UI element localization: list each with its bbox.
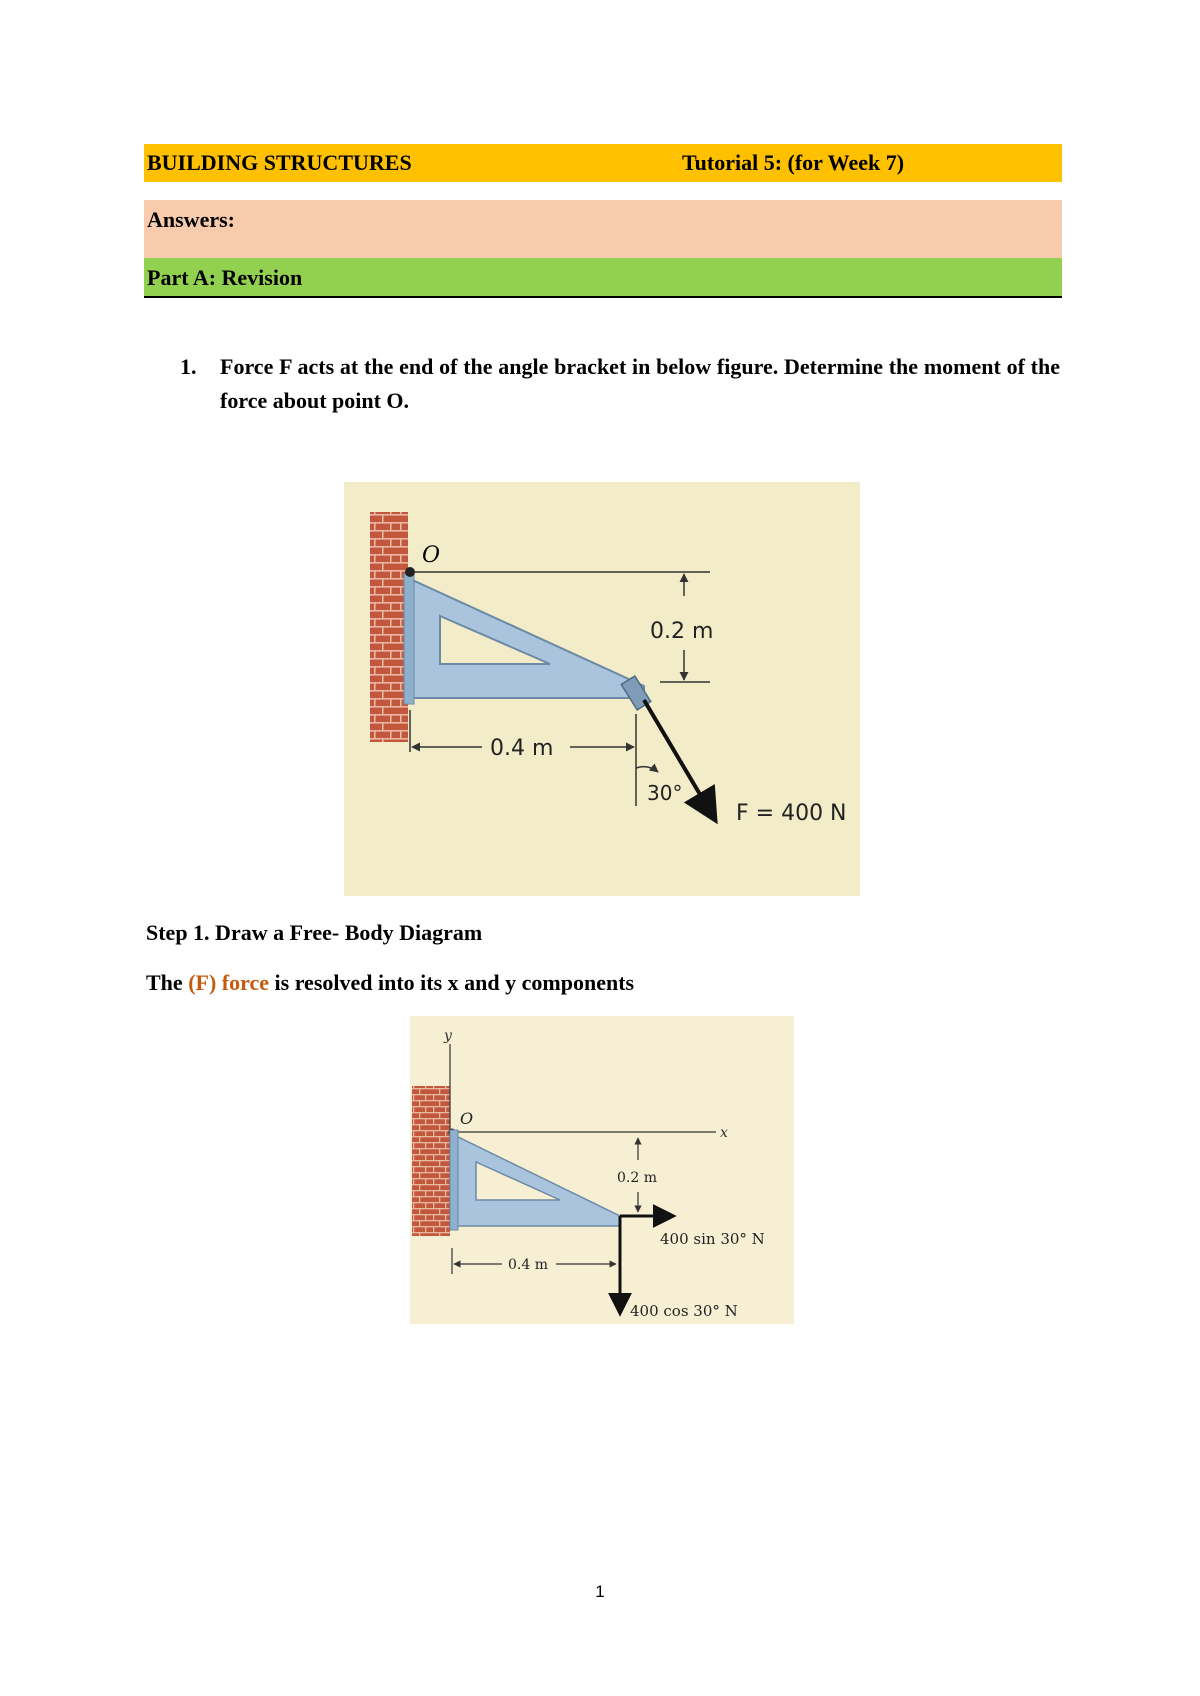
point-o-label: O bbox=[422, 543, 441, 568]
part-band bbox=[144, 258, 1062, 298]
question-number: 1. bbox=[180, 354, 197, 379]
answers-band bbox=[144, 200, 1062, 258]
x-axis-label: x bbox=[720, 1125, 728, 1141]
horizontal-dim-label: 0.4 m bbox=[508, 1257, 548, 1273]
page-number: 1 bbox=[595, 1582, 605, 1601]
horizontal-dim-label: 0.4 m bbox=[490, 736, 554, 761]
tutorial-title: Tutorial 5: (for Week 7) bbox=[682, 150, 905, 175]
brick-wall bbox=[370, 512, 408, 742]
vertical-dim-label: 0.2 m bbox=[650, 619, 714, 644]
title-band bbox=[144, 144, 1062, 182]
bracket-figure bbox=[344, 482, 860, 896]
step-2-highlight: (F) force bbox=[188, 970, 270, 995]
step-2-prefix: The bbox=[146, 970, 189, 995]
y-axis-label: y bbox=[444, 1028, 452, 1044]
course-title: BUILDING STRUCTURES bbox=[147, 150, 412, 175]
y-component-label: 400 cos 30° N bbox=[630, 1302, 738, 1320]
force-label: F = 400 N bbox=[736, 801, 847, 826]
free-body-diagram bbox=[410, 1016, 794, 1324]
question-text: Force F acts at the end of the angle bracket in below figure. Determine the moment of the force about point O. bbox=[220, 354, 1060, 413]
step-2-text bbox=[146, 970, 634, 996]
vertical-dim-label: 0.2 m bbox=[617, 1170, 657, 1186]
step-1-heading: Step 1. Draw a Free- Body Diagram bbox=[146, 920, 483, 945]
x-component-label: 400 sin 30° N bbox=[660, 1230, 765, 1248]
angle-label: 30° bbox=[647, 781, 683, 805]
answers-label: Answers: bbox=[147, 207, 235, 232]
point-o-label: O bbox=[460, 1109, 474, 1128]
point-o-marker bbox=[405, 567, 415, 577]
step-2-suffix: is resolved into its x and y components bbox=[269, 970, 635, 995]
part-label: Part A: Revision bbox=[147, 265, 303, 290]
question-1 bbox=[180, 350, 1060, 418]
brick-wall bbox=[412, 1086, 450, 1236]
